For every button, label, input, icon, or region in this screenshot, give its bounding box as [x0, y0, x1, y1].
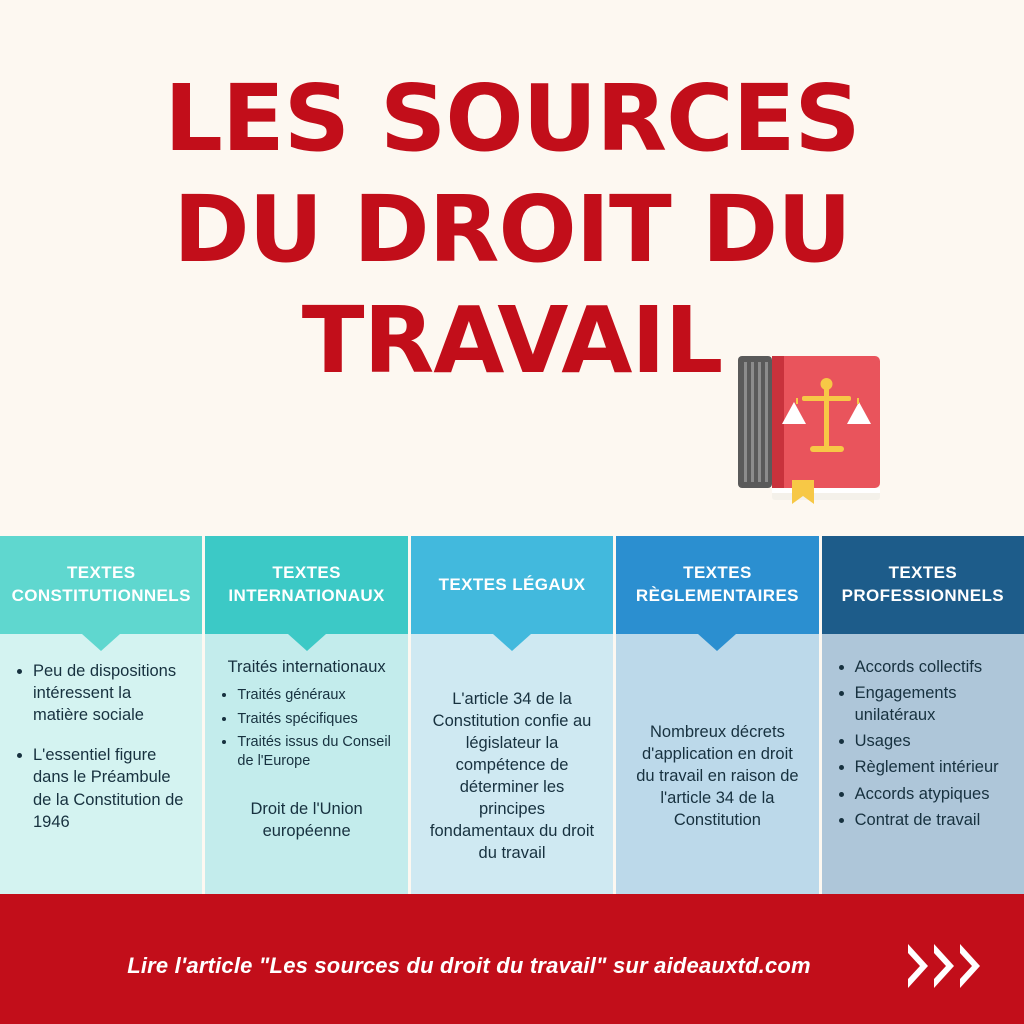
column-textes-reglementaires[interactable] [616, 536, 818, 908]
column-1-list [16, 660, 186, 837]
column-textes-internationaux[interactable] [205, 536, 407, 908]
column-4-text: Nombreux décrets d'application en droit du travail en raison de l'article 34 de la Constitution [636, 722, 799, 830]
column-textes-professionnels[interactable] [822, 536, 1024, 908]
list-item: • Traités issus du Conseil de l'Europe [237, 733, 391, 772]
page-title [0, 0, 1024, 395]
column-4-header [616, 536, 818, 634]
column-4-title: TEXTES RÈGLEMENTAIRES [635, 563, 799, 605]
column-3-body [411, 634, 613, 908]
law-book-scales-icon [736, 350, 884, 510]
column-5-list [838, 656, 1008, 835]
chevron-right-icon [934, 944, 954, 988]
list-item: • Traités spécifiques [237, 710, 391, 729]
column-3-header [411, 536, 613, 634]
column-4-arrow-icon [698, 634, 736, 651]
list-item: • Contrat de travail [855, 809, 1008, 831]
title-line-3: TRAVAIL [301, 287, 723, 395]
list-item: • Engagements unilatéraux [855, 682, 1008, 726]
column-2-sublist [221, 686, 391, 776]
column-5-header [822, 536, 1024, 634]
list-item: • Peu de dispositions intéressent la matière sociale [33, 660, 186, 726]
list-item: • Accords collectifs [855, 656, 1008, 678]
banner-divider [0, 894, 1024, 908]
column-3-text: L'article 34 de la Constitution confie au législateur la compétence de déterminer les principes fondamentaux du droit du travail [429, 689, 595, 863]
column-2-body [205, 634, 407, 908]
column-5-body [822, 634, 1024, 908]
list-item: • L'essentiel figure dans le Préambule de la Constitution de 1946 [33, 744, 186, 832]
column-1-title: TEXTES CONSTITUTIONNELS [11, 563, 191, 605]
column-2-arrow-icon [288, 634, 326, 651]
article-link-banner[interactable] [0, 908, 1024, 1024]
column-2-heading-2: Droit de l'Union européenne [250, 799, 363, 840]
column-1-body [0, 634, 202, 908]
list-item: • Règlement intérieur [855, 756, 1008, 778]
chevron-right-icon [960, 944, 980, 988]
list-item: • Traités généraux [237, 686, 391, 705]
column-3-arrow-icon [493, 634, 531, 651]
list-item: • Usages [855, 730, 1008, 752]
column-textes-constitutionnels[interactable] [0, 536, 202, 908]
column-2-title: TEXTES INTERNATIONAUX [228, 563, 385, 605]
column-4-body [616, 634, 818, 908]
title-line-2: DU DROIT DU [173, 176, 851, 284]
column-5-title: TEXTES PROFESSIONNELS [841, 563, 1005, 605]
title-line-1: LES SOURCES [164, 65, 860, 172]
list-item: • Accords atypiques [855, 783, 1008, 805]
chevron-right-icon [908, 944, 928, 988]
column-2-header [205, 536, 407, 634]
banner-text: Lire l'article "Les sources du droit du travail" sur aideauxtd.com [127, 953, 811, 978]
column-textes-legaux[interactable] [411, 536, 613, 908]
column-1-header [0, 536, 202, 634]
column-3-title: TEXTES LÉGAUX [438, 574, 586, 594]
sources-columns [0, 536, 1024, 908]
column-2-heading-1: Traités internationaux [227, 658, 386, 676]
chevron-group [908, 944, 1024, 988]
column-1-arrow-icon [82, 634, 120, 651]
